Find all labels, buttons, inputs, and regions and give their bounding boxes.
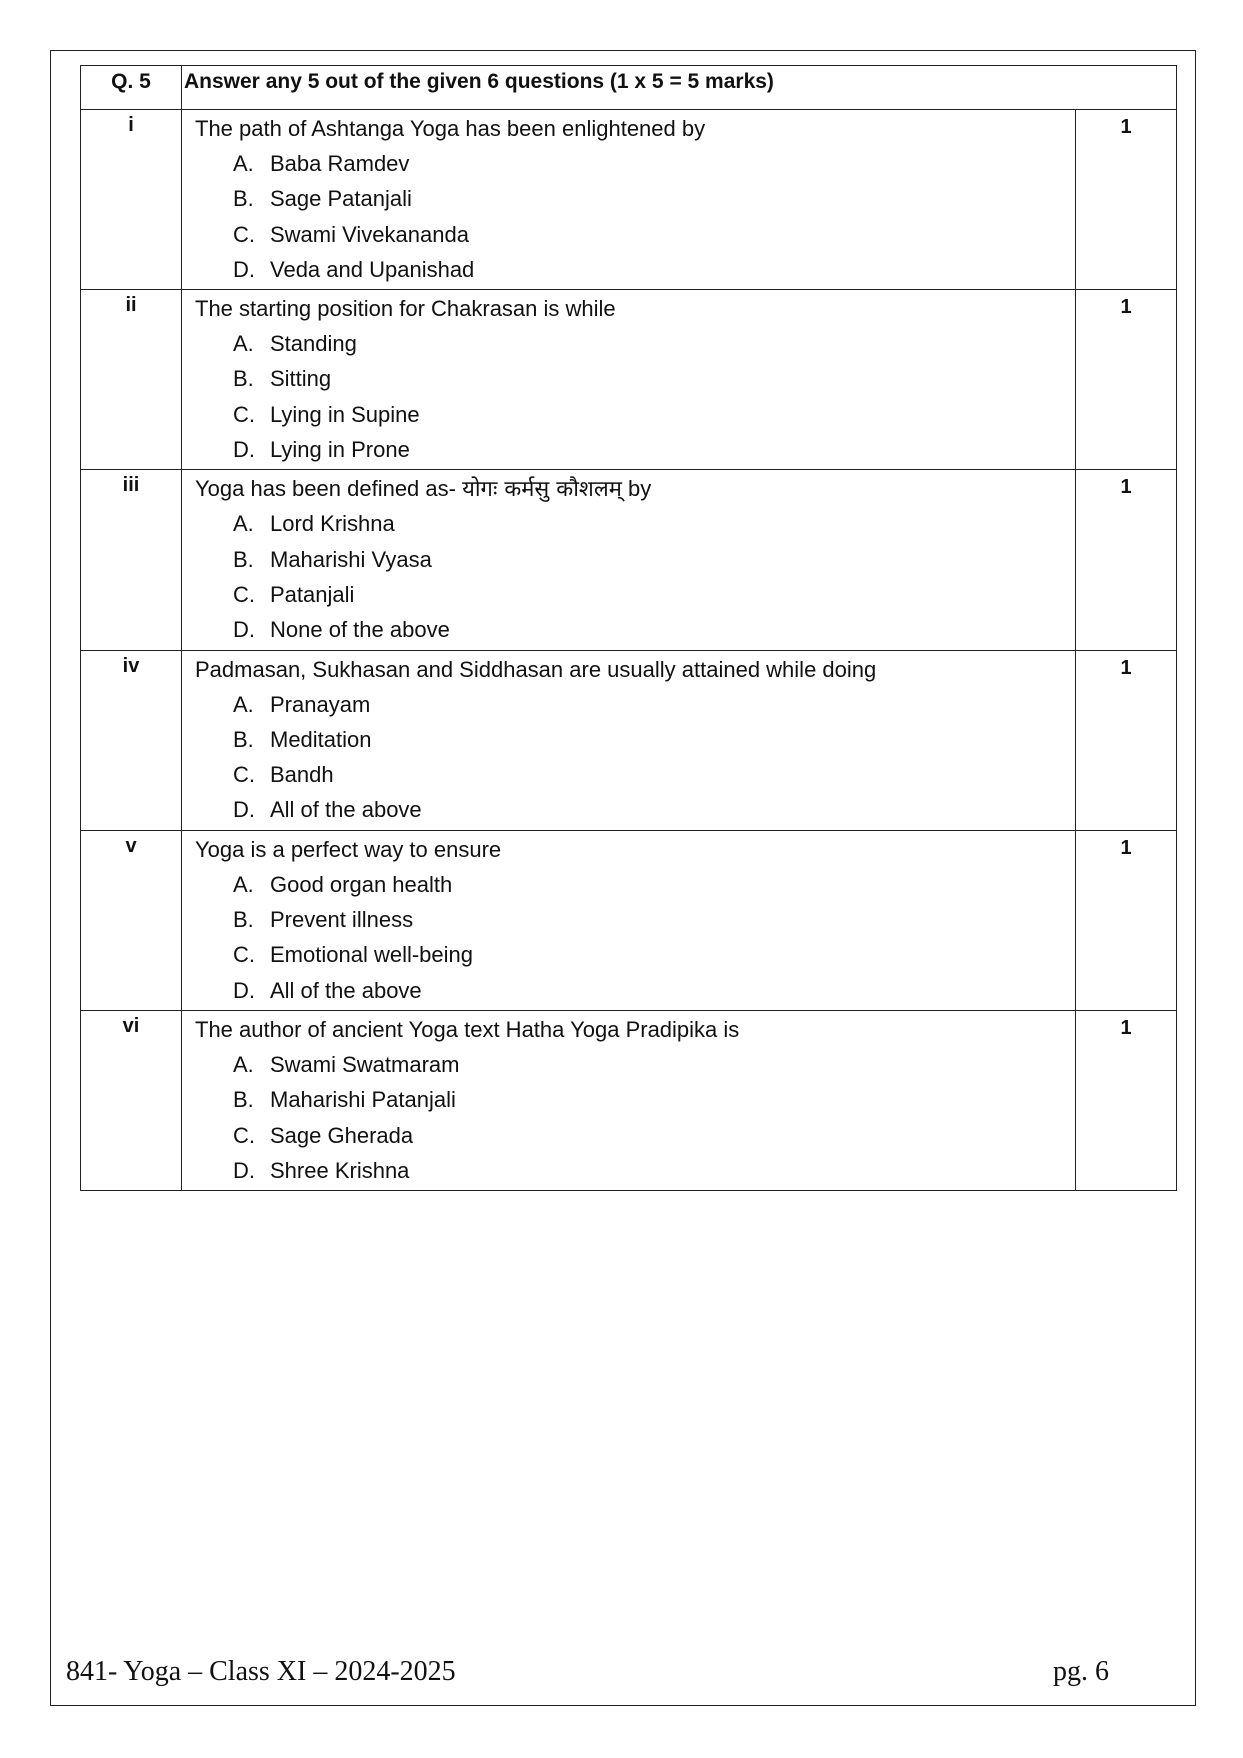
option-text: Sage Gherada <box>270 1122 414 1148</box>
option-letter: D. <box>233 977 255 1003</box>
option-text: Patanjali <box>270 581 355 607</box>
option-letter: B. <box>233 186 254 212</box>
question-number: iii <box>81 470 182 650</box>
question-text <box>195 833 1075 867</box>
question-text <box>195 1013 1075 1047</box>
option-letter: A. <box>233 331 254 357</box>
question-marks: 1 <box>1076 650 1177 830</box>
option-text: Pranayam <box>270 691 371 717</box>
option-letter: A. <box>233 511 254 537</box>
question-body <box>182 830 1076 1010</box>
question-body <box>182 650 1076 830</box>
option-text: Lord Krishna <box>270 511 395 537</box>
option-item <box>195 937 1075 972</box>
question-body <box>182 470 1076 650</box>
option-item <box>195 432 1075 467</box>
footer-page-number: pg. 6 <box>1053 1656 1109 1687</box>
option-item <box>195 973 1075 1008</box>
option-text: Swami Vivekananda <box>270 221 469 247</box>
option-text: Shree Krishna <box>270 1157 410 1183</box>
option-letter: D. <box>233 617 255 643</box>
option-letter: C. <box>233 401 255 427</box>
question-marks: 1 <box>1076 470 1177 650</box>
option-letter: B. <box>233 1087 254 1113</box>
option-text: Veda and Upanishad <box>270 256 475 282</box>
option-letter: B. <box>233 366 254 392</box>
option-item <box>195 146 1075 181</box>
option-letter: A. <box>233 1051 254 1077</box>
question-marks: 1 <box>1076 110 1177 290</box>
option-letter: C. <box>233 942 255 968</box>
option-item <box>195 1047 1075 1082</box>
option-letter: D. <box>233 437 255 463</box>
option-letter: D. <box>233 797 255 823</box>
option-text: Bandh <box>270 762 334 788</box>
option-letter: B. <box>233 726 254 752</box>
option-letter: C. <box>233 221 255 247</box>
question-body <box>182 290 1076 470</box>
question-table <box>80 65 1177 1191</box>
option-text: Prevent illness <box>270 907 414 933</box>
option-list <box>195 146 1075 287</box>
option-text: All of the above <box>270 797 422 823</box>
option-letter: B. <box>233 546 254 572</box>
option-item <box>195 252 1075 287</box>
option-item <box>195 326 1075 361</box>
option-list <box>195 867 1075 1008</box>
footer-course: 841- Yoga – Class XI – 2024-2025 <box>66 1656 456 1687</box>
option-list <box>195 687 1075 828</box>
option-text: Lying in Prone <box>270 437 410 463</box>
option-item <box>195 577 1075 612</box>
question-marks: 1 <box>1076 290 1177 470</box>
option-letter: A. <box>233 151 254 176</box>
option-item <box>195 612 1075 647</box>
question-text-main: Yoga has been defined as- <box>195 476 456 502</box>
option-letter: D. <box>233 256 255 282</box>
question-number: v <box>81 830 182 1010</box>
option-text: Good organ health <box>270 871 453 897</box>
question-text <box>195 653 1075 687</box>
question-body <box>182 110 1076 290</box>
option-list <box>195 1047 1075 1188</box>
option-item <box>195 361 1075 396</box>
option-text: All of the above <box>270 977 422 1003</box>
question-number: iv <box>81 650 182 830</box>
option-text: Swami Swatmaram <box>270 1051 460 1077</box>
question-text-sanskrit: योगः कर्मसु कौशलम् <box>462 477 622 503</box>
option-letter: D. <box>233 1157 255 1183</box>
option-list <box>195 506 1075 647</box>
option-item <box>195 722 1075 757</box>
question-number: i <box>81 110 182 290</box>
question-marks: 1 <box>1076 1010 1177 1190</box>
option-text: Sitting <box>270 366 332 392</box>
question-text <box>195 112 1075 146</box>
question-number: ii <box>81 290 182 470</box>
question-marks: 1 <box>1076 830 1177 1010</box>
question-row <box>81 1010 1177 1190</box>
option-item <box>195 217 1075 252</box>
question-row <box>81 650 1177 830</box>
question-text <box>195 472 1075 506</box>
question-text-main: The starting position for Chakrasan is while <box>195 296 616 322</box>
option-letter: C. <box>233 581 255 607</box>
question-row <box>81 110 1177 290</box>
option-text: Emotional well-being <box>270 942 473 968</box>
question-text-main: Yoga is a perfect way to ensure <box>195 836 502 862</box>
option-item <box>195 1153 1075 1188</box>
option-text: Meditation <box>270 726 372 752</box>
question-number: vi <box>81 1010 182 1190</box>
question-row <box>81 290 1177 470</box>
option-letter: B. <box>233 907 254 933</box>
option-item <box>195 757 1075 792</box>
option-text: Sage Patanjali <box>270 186 412 212</box>
section-header-row <box>81 66 1177 110</box>
question-row <box>81 470 1177 650</box>
option-item <box>195 506 1075 541</box>
question-text <box>195 292 1075 326</box>
option-item <box>195 792 1075 827</box>
question-text-main: The path of Ashtanga Yoga has been enlightened by <box>195 116 706 141</box>
option-text: Standing <box>270 331 357 357</box>
question-text-main: The author of ancient Yoga text Hatha Yoga Pradipika is <box>195 1016 740 1042</box>
option-item <box>195 397 1075 432</box>
option-text: Maharishi Vyasa <box>270 546 432 572</box>
option-letter: C. <box>233 762 255 788</box>
section-instruction: Answer any 5 out of the given 6 questions (1 x 5 = 5 marks) <box>182 66 1177 110</box>
option-item <box>195 687 1075 722</box>
question-text-suffix: by <box>628 476 652 502</box>
question-text-main: Padmasan, Sukhasan and Siddhasan are usually attained while doing <box>195 656 877 682</box>
question-body <box>182 1010 1076 1190</box>
option-text: None of the above <box>270 617 450 643</box>
option-list <box>195 326 1075 467</box>
option-letter: A. <box>233 691 254 717</box>
option-item <box>195 542 1075 577</box>
question-row <box>81 830 1177 1010</box>
option-text: Baba Ramdev <box>270 151 410 176</box>
option-item <box>195 181 1075 216</box>
option-item <box>195 867 1075 902</box>
option-text: Lying in Supine <box>270 401 420 427</box>
option-item <box>195 902 1075 937</box>
option-letter: A. <box>233 871 254 897</box>
option-letter: C. <box>233 1122 255 1148</box>
option-item <box>195 1118 1075 1153</box>
option-item <box>195 1082 1075 1117</box>
section-number: Q. 5 <box>81 66 182 110</box>
option-text: Maharishi Patanjali <box>270 1087 456 1113</box>
